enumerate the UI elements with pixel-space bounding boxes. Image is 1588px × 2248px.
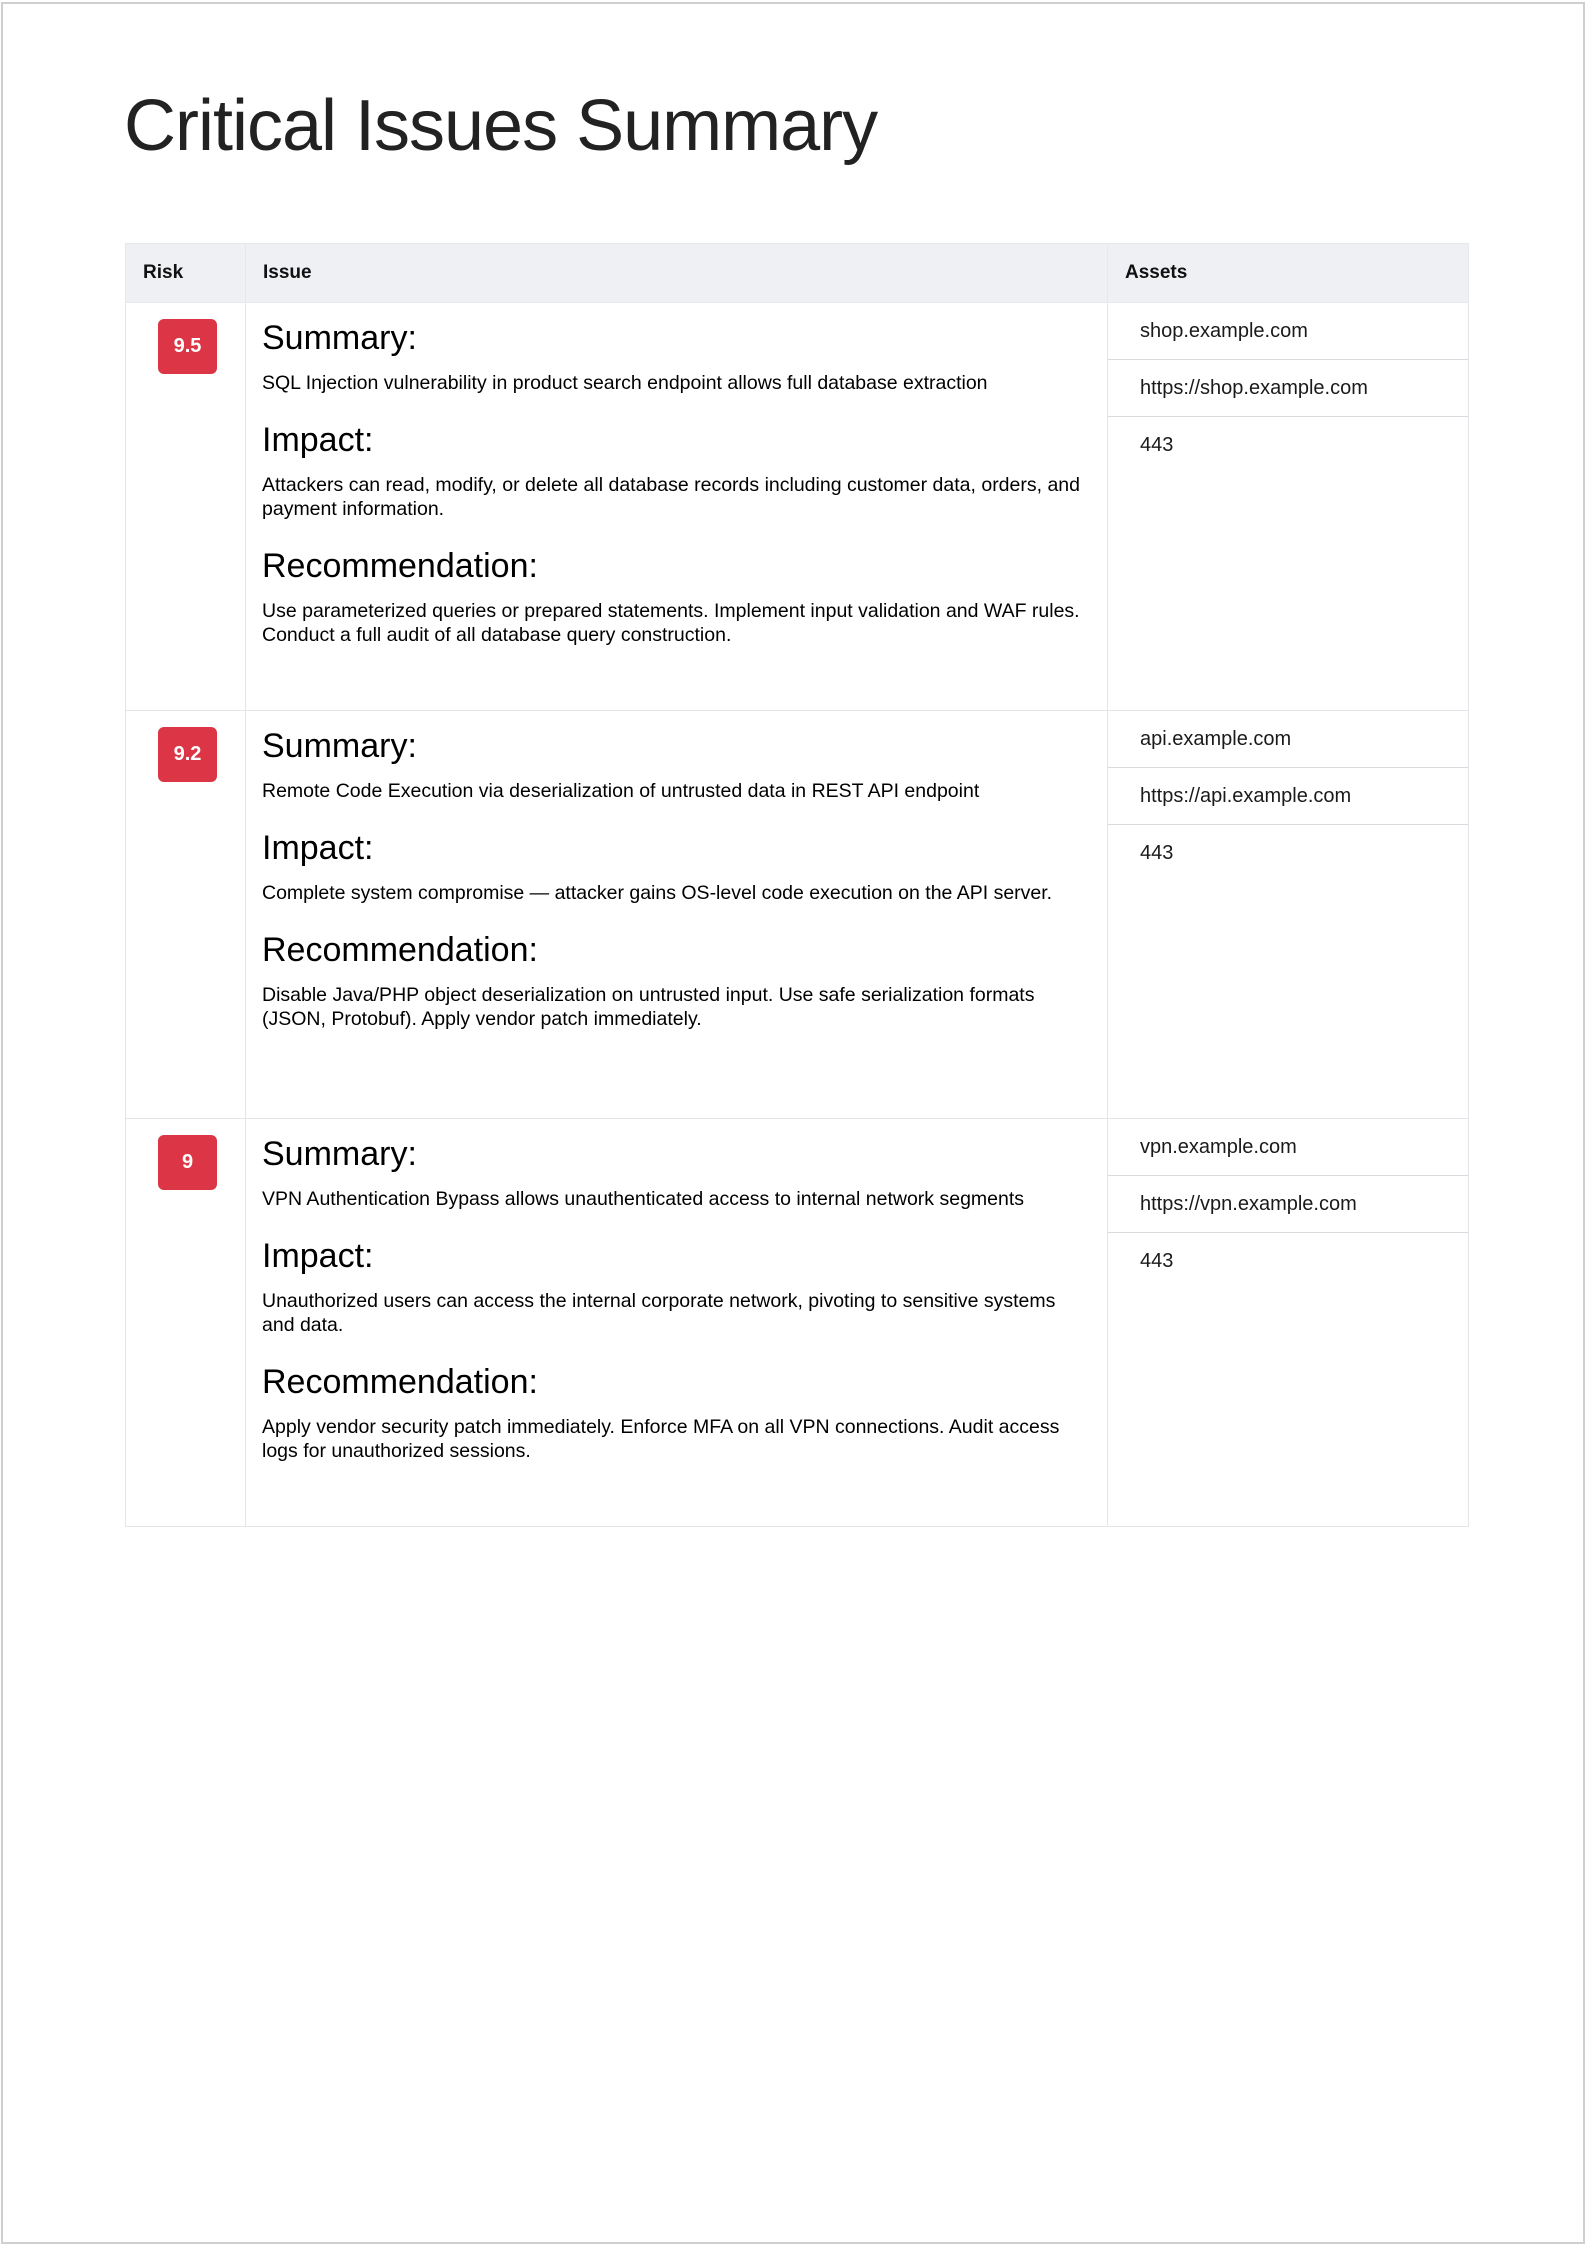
- assets-cell: [1108, 303, 1469, 711]
- table-row: [126, 1119, 1469, 1527]
- recommendation-heading: Recommendation:: [262, 547, 538, 585]
- report-page: [1, 2, 1585, 2244]
- recommendation-heading: Recommendation:: [262, 1363, 538, 1401]
- issue-column-header: Issue: [246, 244, 1108, 303]
- impact-text: Complete system compromise — attacker gains OS-level code execution on the API server.: [262, 882, 1053, 904]
- summary-heading: Summary:: [262, 319, 417, 357]
- impact-heading: Impact:: [262, 1237, 374, 1275]
- impact-text: Attackers can read, modify, or delete all database records including customer data, orders, and payment information.: [262, 474, 1080, 520]
- asset-url: https://api.example.com: [1108, 768, 1468, 825]
- asset-hostname: vpn.example.com: [1108, 1119, 1468, 1176]
- impact-text: Unauthorized users can access the internal corporate network, pivoting to sensitive systems and data.: [262, 1290, 1056, 1336]
- recommendation-text: Apply vendor security patch immediately. Enforce MFA on all VPN connections. Audit access logs for unauthorized sessions.: [262, 1416, 1060, 1462]
- risk-score-badge: 9.5: [158, 319, 217, 374]
- asset-port: 443: [1140, 842, 1174, 864]
- assets-column-header: Assets: [1108, 244, 1469, 303]
- issue-cell: [246, 711, 1108, 1119]
- table-row: [126, 711, 1469, 1119]
- critical-issues-table: [125, 243, 1469, 1527]
- summary-heading: Summary:: [262, 1135, 417, 1173]
- risk-score-badge: 9: [158, 1135, 217, 1190]
- asset-hostname: shop.example.com: [1108, 303, 1468, 360]
- summary-text: SQL Injection vulnerability in product search endpoint allows full database extraction: [262, 372, 988, 394]
- recommendation-text: Use parameterized queries or prepared statements. Implement input validation and WAF rules. Conduct a full audit of all database query construction.: [262, 600, 1080, 646]
- impact-heading: Impact:: [262, 829, 374, 867]
- impact-heading: Impact:: [262, 421, 374, 459]
- assets-cell: [1108, 1119, 1469, 1527]
- asset-port: 443: [1140, 1250, 1174, 1272]
- asset-url: https://shop.example.com: [1108, 360, 1468, 417]
- asset-hostname: api.example.com: [1108, 711, 1468, 768]
- risk-cell: [126, 711, 246, 1119]
- risk-cell: [126, 303, 246, 711]
- risk-score-badge: 9.2: [158, 727, 217, 782]
- page-title: Critical Issues Summary: [124, 86, 878, 166]
- issue-cell: [246, 303, 1108, 711]
- assets-cell: [1108, 711, 1469, 1119]
- recommendation-text: Disable Java/PHP object deserialization on untrusted input. Use safe serialization formats (JSON, Protobuf). Apply vendor patch immediately.: [262, 984, 1035, 1030]
- summary-text: VPN Authentication Bypass allows unauthenticated access to internal network segments: [262, 1188, 1025, 1210]
- asset-port: 443: [1140, 434, 1174, 456]
- risk-column-header: Risk: [126, 244, 246, 303]
- summary-text: Remote Code Execution via deserialization of untrusted data in REST API endpoint: [262, 780, 980, 802]
- issue-cell: [246, 1119, 1108, 1527]
- summary-heading: Summary:: [262, 727, 417, 765]
- table-header-row: [126, 244, 1469, 303]
- asset-url: https://vpn.example.com: [1108, 1176, 1468, 1233]
- table-row: [126, 303, 1469, 711]
- risk-cell: [126, 1119, 246, 1527]
- recommendation-heading: Recommendation:: [262, 931, 538, 969]
